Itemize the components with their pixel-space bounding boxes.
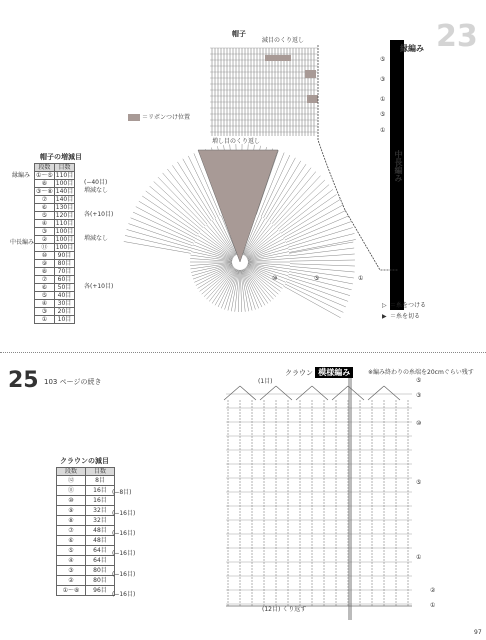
table-row	[35, 228, 75, 236]
table-header: 目数	[86, 468, 115, 476]
crown-side-mark: ①	[416, 554, 422, 561]
stitch-count-cell: 100目	[55, 228, 74, 235]
table-row	[35, 268, 75, 276]
crown-top-mark: (1目)	[258, 378, 273, 385]
stitch-count-cell: 60目	[54, 276, 74, 284]
count-change-note: (−16目)	[112, 591, 136, 599]
hat-count-table	[34, 163, 75, 324]
table-header: 目数	[54, 164, 74, 172]
row-number-cell: ⑤	[35, 212, 55, 220]
table-row	[35, 260, 75, 268]
table-row	[35, 172, 75, 180]
stitch-count-cell: 80目	[86, 566, 115, 576]
count-change-note: (−40目)	[84, 179, 108, 186]
row-number-cell: ⑥	[35, 284, 55, 292]
stitch-count-cell: 90目	[54, 252, 74, 260]
stitch-count-cell: 140目	[55, 196, 74, 203]
hat-row-mark: ①	[380, 127, 386, 134]
stitch-count-cell: 64目	[86, 556, 115, 566]
row-number-cell: ④	[57, 556, 86, 566]
hat-outline	[318, 45, 398, 270]
section-continued: 103 ページの続き	[44, 378, 102, 386]
table-row	[57, 476, 115, 486]
stitch-count-cell: 32目	[86, 516, 115, 526]
stitch-count-cell: 100目	[55, 180, 74, 187]
stitch-count-cell: 30目	[54, 300, 74, 308]
table-row	[35, 204, 75, 212]
crown-note: ※編み終わりの糸端を20cmぐらい残す	[368, 369, 474, 376]
stitch-count-cell: 64目	[86, 546, 115, 556]
row-number-cell: ⑦	[35, 196, 55, 204]
table-row	[57, 526, 115, 536]
count-change-note: (−16目)	[112, 550, 136, 558]
count-change-note: 増減なし	[84, 187, 109, 194]
hat-label-border: 縁編み	[400, 44, 424, 53]
row-number-cell: ①〜⑤	[36, 172, 53, 179]
table-row	[57, 536, 115, 546]
hat-row-mark: ①	[380, 96, 386, 103]
table-row	[35, 300, 75, 308]
row-number-cell: ③	[57, 566, 86, 576]
hat-row-mark: ③	[380, 76, 386, 83]
section-number: 25	[8, 368, 39, 393]
table-row	[57, 506, 115, 516]
table-header: 段数	[57, 468, 86, 476]
attach-thread-icon: ▷	[382, 302, 387, 309]
table-row	[57, 486, 115, 496]
legend-cut: ＝糸を切る	[390, 313, 421, 320]
table-row	[35, 292, 75, 300]
row-number-cell: ②	[35, 236, 55, 244]
row-number-cell: ⑤	[57, 546, 86, 556]
crown-side-mark: ⑤	[416, 377, 422, 384]
stitch-count-cell: 140目	[55, 188, 74, 195]
row-number-cell: ⑦	[35, 276, 55, 284]
stitch-count-cell: 50目	[54, 284, 74, 292]
count-change-note: 増減なし	[84, 235, 109, 242]
crown-title: クラウン	[285, 369, 313, 377]
stitch-count-cell: 20目	[54, 308, 74, 316]
row-number-cell: ①〜⑧	[57, 586, 86, 596]
hat-bottom-mark: ⑩	[272, 275, 278, 282]
crown-side-mark: ③	[416, 392, 422, 399]
stitch-count-cell: 120目	[55, 212, 74, 219]
legend-attach: ＝糸をつける	[390, 302, 427, 309]
ribbon-patch	[265, 55, 291, 61]
stitch-count-cell: 8目	[86, 476, 115, 486]
stitch-count-cell: 100目	[55, 244, 74, 251]
crown-side-mark: ①	[430, 602, 436, 609]
hat-group-border: 縁編み	[12, 172, 31, 179]
page-number: 97	[474, 629, 482, 636]
row-number-cell: ⑨	[35, 260, 55, 268]
table-row	[35, 236, 75, 244]
table-row	[57, 576, 115, 586]
row-number-cell: ⑨	[57, 506, 86, 516]
crown-pattern: 模様編み	[315, 367, 353, 378]
row-number-cell: ⑤	[35, 292, 55, 300]
row-number-cell: ⑫	[57, 476, 86, 486]
count-change-note: (−16目)	[112, 530, 136, 537]
table-row	[35, 180, 75, 188]
ribbon-patch	[307, 95, 318, 103]
table-row	[35, 252, 75, 260]
hat-body-grid	[210, 48, 318, 136]
table-row	[57, 496, 115, 506]
hat-title: 帽子	[232, 30, 246, 38]
page-corner-number: 23	[436, 19, 478, 54]
crown-count-table	[56, 467, 115, 596]
ribbon-patch	[305, 70, 316, 78]
row-number-cell: ⑧	[57, 516, 86, 526]
crown-increase-note: 増し目のくり返し	[212, 138, 261, 145]
count-change-note: (−16目)	[112, 570, 136, 578]
table-row	[35, 212, 75, 220]
stitch-count-cell: 110目	[55, 172, 74, 179]
ribbon-legend-swatch	[128, 114, 140, 121]
stitch-count-cell: 70目	[54, 268, 74, 276]
table-row	[35, 220, 75, 228]
table-row	[35, 276, 75, 284]
stitch-count-cell: 10目	[54, 316, 74, 324]
stitch-count-cell: 80目	[54, 260, 74, 268]
row-number-cell: ⑥	[35, 204, 55, 212]
hat-row-mark: ⑤	[380, 56, 386, 63]
hat-top-note: 減目のくり返し	[262, 37, 305, 44]
stitch-count-cell: 110目	[55, 220, 74, 227]
hat-label-middle: 中長編み	[394, 150, 403, 182]
table-row	[57, 586, 115, 596]
stitch-count-cell: 130目	[55, 204, 74, 211]
stitch-count-cell: 96目	[86, 586, 115, 596]
row-number-cell: ⑧	[35, 180, 55, 188]
hat-bottom-mark: ①	[358, 275, 364, 282]
section-divider	[0, 352, 486, 353]
table-row	[57, 546, 115, 556]
stitch-count-cell: 48目	[86, 526, 115, 536]
stitch-count-cell: 16目	[86, 486, 115, 496]
hat-row-mark: ⑤	[380, 111, 386, 118]
table-row	[35, 284, 75, 292]
cut-thread-icon: ▶	[382, 313, 387, 320]
crown-side-mark: ⑤	[416, 479, 422, 486]
row-number-cell: ③	[35, 228, 55, 236]
row-number-cell: ⑥	[57, 536, 86, 546]
row-number-cell: ⑩	[35, 252, 55, 260]
row-number-cell: ③〜⑧	[36, 188, 53, 195]
stitch-count-cell: 16目	[86, 496, 115, 506]
row-number-cell: ⑪	[35, 244, 55, 252]
table-row	[35, 308, 75, 316]
hat-table-title: 帽子の増減目	[40, 153, 82, 161]
table-row	[35, 244, 75, 252]
table-row	[57, 566, 115, 576]
table-header: 段数	[35, 164, 55, 172]
stitch-count-cell: 40目	[54, 292, 74, 300]
row-number-cell: ⑦	[57, 526, 86, 536]
row-number-cell: ②	[57, 576, 86, 586]
row-number-cell: ①	[35, 316, 55, 324]
stitch-count-cell: 80目	[86, 576, 115, 586]
count-change-note: 各(+10目)	[84, 211, 114, 218]
table-row	[35, 188, 75, 196]
table-row	[35, 196, 75, 204]
row-number-cell: ④	[35, 220, 55, 228]
stitch-count-cell: 32目	[86, 506, 115, 516]
hat-group-middle: 中長編み	[10, 239, 35, 246]
row-number-cell: ③	[35, 308, 55, 316]
row-number-cell: ⑩	[57, 496, 86, 506]
crown-table-title: クラウンの減目	[60, 457, 109, 465]
stitch-count-cell: 48目	[86, 536, 115, 546]
hat-bottom-mark: ⑤	[314, 275, 320, 282]
crown-side-mark: ⑩	[416, 420, 422, 427]
count-change-note: (−8目)	[112, 489, 132, 497]
crown-bottom-mark: (12目) くり返す	[262, 606, 307, 613]
crown-side-mark: ②	[430, 587, 436, 594]
table-row	[57, 556, 115, 566]
row-number-cell: ⑪	[57, 486, 86, 496]
stitch-count-cell: 100目	[55, 236, 74, 243]
table-row	[35, 316, 75, 324]
row-number-cell: ⑧	[35, 268, 55, 276]
row-number-cell: ④	[35, 300, 55, 308]
ribbon-legend-text: ＝リボンつけ位置	[142, 114, 191, 121]
count-change-note: 各(+10目)	[84, 283, 114, 290]
count-change-note: (−16目)	[112, 509, 136, 517]
table-row	[57, 516, 115, 526]
